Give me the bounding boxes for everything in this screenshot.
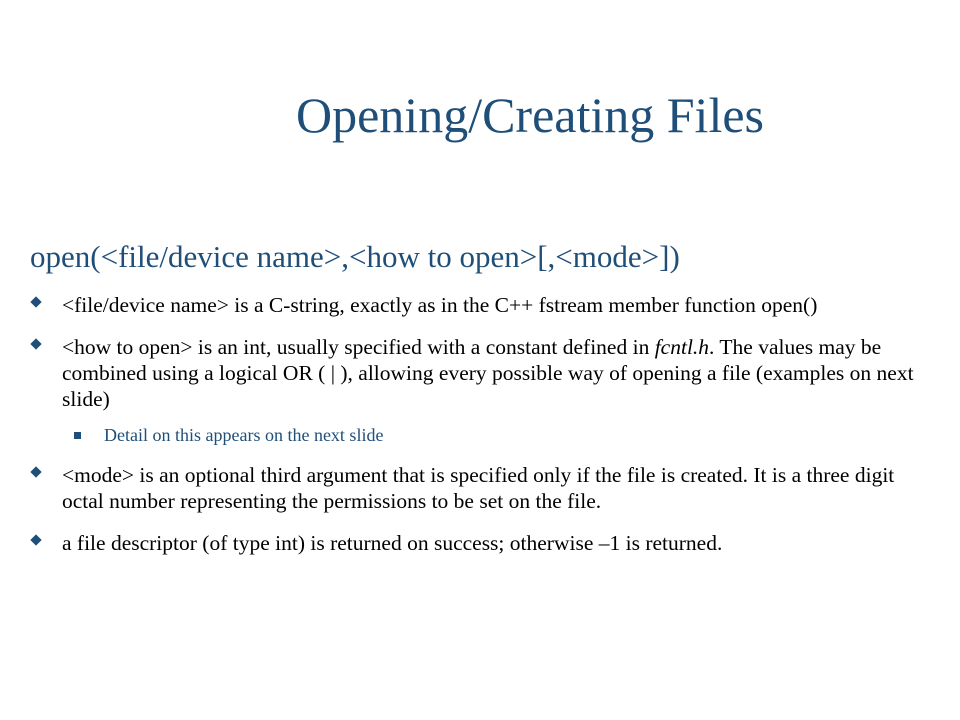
diamond-bullet-icon [30,534,41,545]
bullet-item [30,292,930,318]
bullet-text-start: <how to open> is an int, usually specified with a constant defined in [62,335,655,359]
bullet-list [30,292,930,572]
bullet-item [30,462,930,514]
bullet-text: <file/device name> is a C-string, exactly as in the C++ fstream member function open() [62,293,818,317]
bullet-text: a file descriptor (of type int) is returned on success; otherwise –1 is returned. [62,531,723,555]
sub-bullet-text: Detail on this appears on the next slide [104,425,384,445]
diamond-bullet-icon [30,466,41,477]
bullet-text: <mode> is an optional third argument that is specified only if the file is created. It is a three digit octal number representing the permissions to be set on the file. [62,463,895,513]
bullet-text-end: . The values may be combined using a logical OR ( | ), allowing every possible way of opening a file (examples on next slide) [62,335,914,411]
slide-title: Opening/Creating Files [296,87,764,143]
square-bullet-icon [74,432,81,439]
function-signature: open(<file/device name>,<how to open>[,<mode>]) [30,239,680,274]
bullet-item [30,530,930,556]
bullet-item [30,334,930,446]
sub-bullet-item [62,424,930,446]
diamond-bullet-icon [30,338,41,349]
diamond-bullet-icon [30,296,41,307]
bullet-text-italic: fcntl.h [654,335,710,359]
